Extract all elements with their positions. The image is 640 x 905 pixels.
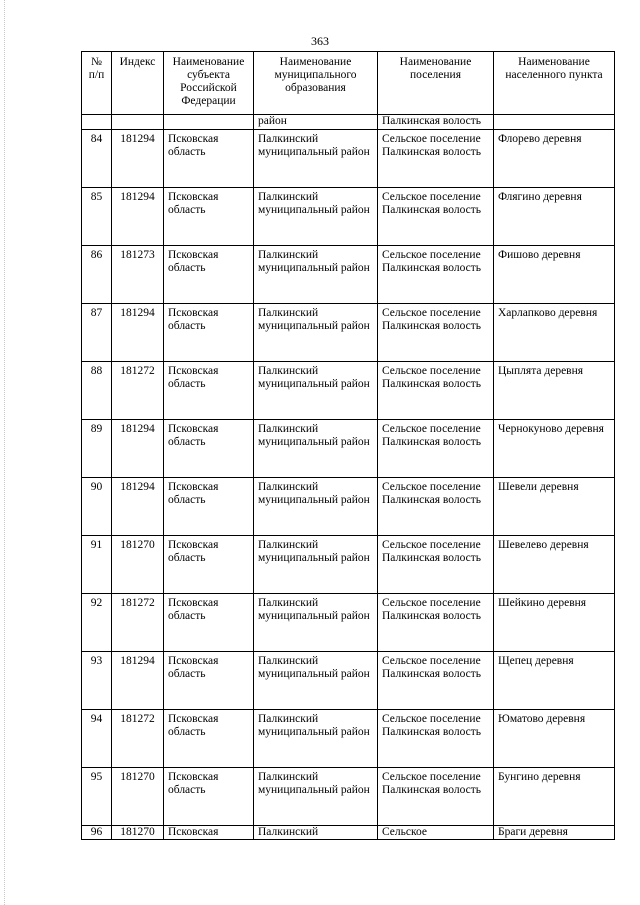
cell-subject: Псковская область — [164, 478, 254, 536]
cell-settlement: Сельское — [378, 826, 494, 840]
table-row — [82, 536, 615, 594]
table-row — [82, 768, 615, 826]
cell-index: 181270 — [112, 536, 164, 594]
cell-index: 181294 — [112, 188, 164, 246]
cell-subject: Псковская область — [164, 304, 254, 362]
cell-locality: Юматово деревня — [494, 710, 615, 768]
continuation-row — [82, 115, 615, 130]
cell-locality: Бунгино деревня — [494, 768, 615, 826]
cell-index: 181270 — [112, 826, 164, 840]
cell-subject: Псковская область — [164, 420, 254, 478]
cell-settlement: Сельское поселение Палкинская волость — [378, 478, 494, 536]
header-municipality: Наименование муниципального образования — [254, 52, 378, 115]
settlements-table — [81, 51, 615, 840]
cell-subject: Псковская область — [164, 362, 254, 420]
cell-settlement: Палкинская волость — [378, 115, 494, 130]
cell-locality: Фишово деревня — [494, 246, 615, 304]
cell-num: 94 — [82, 710, 112, 768]
cell-index: 181294 — [112, 652, 164, 710]
cell-num: 89 — [82, 420, 112, 478]
cell-locality: Щепец деревня — [494, 652, 615, 710]
cell-municipality: Палкинский — [254, 826, 378, 840]
header-locality: Наименование населенного пункта — [494, 52, 615, 115]
cell-subject: Псковская область — [164, 768, 254, 826]
table-row — [82, 304, 615, 362]
cell-locality: Браги деревня — [494, 826, 615, 840]
cell-municipality: Палкинский муниципальный район — [254, 130, 378, 188]
header-settlement: Наименование поселения — [378, 52, 494, 115]
table-row — [82, 246, 615, 304]
scan-edge-marks — [4, 0, 6, 905]
cell-settlement: Сельское поселение Палкинская волость — [378, 768, 494, 826]
cell-index — [112, 115, 164, 130]
cell-num: 91 — [82, 536, 112, 594]
cell-num: 87 — [82, 304, 112, 362]
cell-settlement: Сельское поселение Палкинская волость — [378, 536, 494, 594]
cell-index: 181273 — [112, 246, 164, 304]
cell-index: 181294 — [112, 304, 164, 362]
cell-settlement: Сельское поселение Палкинская волость — [378, 652, 494, 710]
cell-locality — [494, 115, 615, 130]
cell-subject: Псковская область — [164, 130, 254, 188]
cell-num: 88 — [82, 362, 112, 420]
cell-subject — [164, 115, 254, 130]
cell-index: 181294 — [112, 420, 164, 478]
table-row-cut — [82, 826, 615, 840]
cell-municipality: Палкинский муниципальный район — [254, 304, 378, 362]
cell-index: 181272 — [112, 362, 164, 420]
cell-municipality: Палкинский муниципальный район — [254, 536, 378, 594]
cell-num: 95 — [82, 768, 112, 826]
cell-municipality: Палкинский муниципальный район — [254, 188, 378, 246]
cell-locality: Флягино деревня — [494, 188, 615, 246]
table-row — [82, 594, 615, 652]
cell-settlement: Сельское поселение Палкинская волость — [378, 304, 494, 362]
table-row — [82, 420, 615, 478]
cell-settlement: Сельское поселение Палкинская волость — [378, 710, 494, 768]
cell-settlement: Сельское поселение Палкинская волость — [378, 188, 494, 246]
cell-locality: Цыплята деревня — [494, 362, 615, 420]
cell-index: 181272 — [112, 710, 164, 768]
cell-municipality: Палкинский муниципальный район — [254, 652, 378, 710]
header-index: Индекс — [112, 52, 164, 115]
table-row — [82, 652, 615, 710]
cell-num: 92 — [82, 594, 112, 652]
cell-index: 181272 — [112, 594, 164, 652]
cell-municipality: Палкинский муниципальный район — [254, 710, 378, 768]
table-header-row — [82, 52, 615, 115]
cell-settlement: Сельское поселение Палкинская волость — [378, 246, 494, 304]
cell-num: 86 — [82, 246, 112, 304]
cell-subject: Псковская область — [164, 536, 254, 594]
cell-settlement: Сельское поселение Палкинская волость — [378, 130, 494, 188]
page-number: 363 — [311, 34, 329, 48]
cell-municipality: Палкинский муниципальный район — [254, 594, 378, 652]
cell-subject: Псковская область — [164, 710, 254, 768]
table-row — [82, 130, 615, 188]
header-subject: Наименование субъекта Российской Федерации — [164, 52, 254, 115]
cell-subject: Псковская область — [164, 652, 254, 710]
cell-num: 85 — [82, 188, 112, 246]
cell-locality: Флорево деревня — [494, 130, 615, 188]
cell-num — [82, 115, 112, 130]
cell-subject: Псковская область — [164, 594, 254, 652]
cell-municipality: Палкинский муниципальный район — [254, 362, 378, 420]
cell-index: 181270 — [112, 768, 164, 826]
cell-municipality: Палкинский муниципальный район — [254, 420, 378, 478]
cell-locality: Чернокуново деревня — [494, 420, 615, 478]
cell-settlement: Сельское поселение Палкинская волость — [378, 362, 494, 420]
cell-subject: Псковская область — [164, 246, 254, 304]
cell-municipality: Палкинский муниципальный район — [254, 246, 378, 304]
cell-municipality: Палкинский муниципальный район — [254, 478, 378, 536]
cell-num: 84 — [82, 130, 112, 188]
cell-index: 181294 — [112, 130, 164, 188]
cell-locality: Харлапково деревня — [494, 304, 615, 362]
cell-subject: Псковская область — [164, 188, 254, 246]
cell-num: 96 — [82, 826, 112, 840]
table-row — [82, 188, 615, 246]
cell-settlement: Сельское поселение Палкинская волость — [378, 420, 494, 478]
table-row — [82, 478, 615, 536]
cell-municipality: Палкинский муниципальный район — [254, 768, 378, 826]
cell-municipality: район — [254, 115, 378, 130]
cell-locality: Шевелево деревня — [494, 536, 615, 594]
header-num: № п/п — [82, 52, 112, 115]
table-row — [82, 710, 615, 768]
cell-settlement: Сельское поселение Палкинская волость — [378, 594, 494, 652]
cell-locality: Шевели деревня — [494, 478, 615, 536]
table-row — [82, 362, 615, 420]
cell-num: 93 — [82, 652, 112, 710]
cell-num: 90 — [82, 478, 112, 536]
cell-subject: Псковская — [164, 826, 254, 840]
cell-index: 181294 — [112, 478, 164, 536]
cell-locality: Шейкино деревня — [494, 594, 615, 652]
